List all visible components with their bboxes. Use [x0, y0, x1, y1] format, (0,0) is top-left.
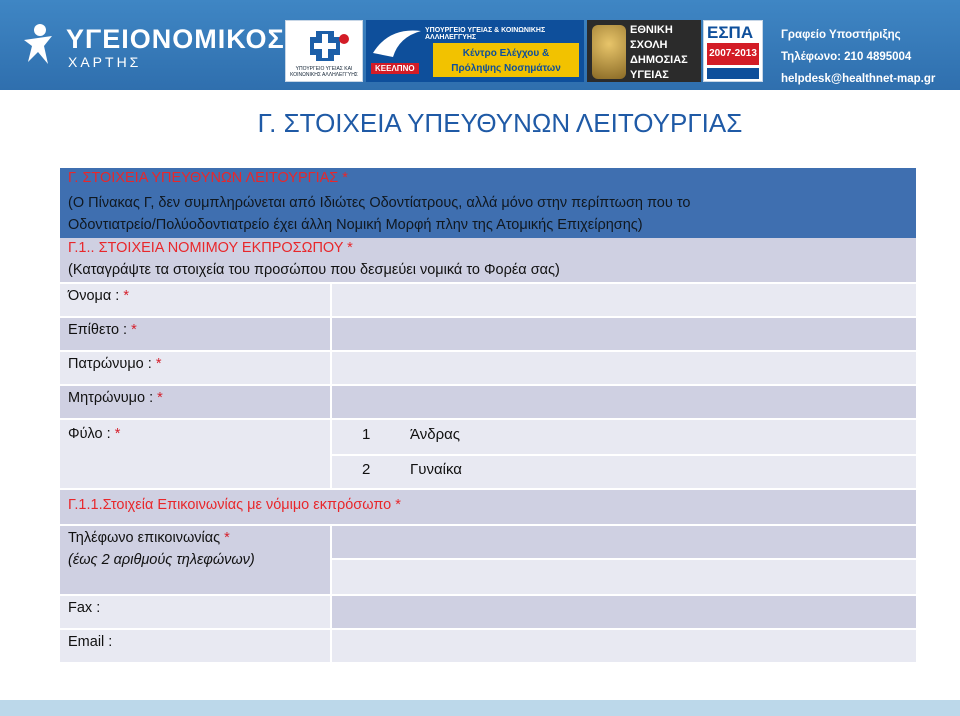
ministry-logo[interactable]	[285, 20, 363, 82]
gender-option-male[interactable]	[332, 420, 916, 454]
brand-name: ΥΓΕΙΟΝΟΜΙΚΟΣ	[66, 24, 285, 54]
father-name-label	[68, 356, 162, 372]
fax-label: Fax :	[68, 600, 101, 616]
gender-option-female[interactable]	[332, 456, 916, 488]
subsection-header	[60, 238, 916, 282]
keelpno-ministry: ΥΠΟΥΡΓΕΙΟ ΥΓΕΙΑΣ & ΚΟΙΝΩΝΙΚΗΣ ΑΛΛΗΛΕΓΓΥΗΣ	[425, 27, 546, 41]
brand-logo[interactable]	[8, 12, 285, 76]
brand-subtitle: ΧΑΡΤΗΣ	[68, 54, 142, 70]
email-row	[60, 630, 916, 662]
support-title: Γραφείο Υποστήριξης	[781, 29, 901, 41]
email-label: Email :	[68, 634, 113, 650]
mother-name-label	[68, 390, 163, 406]
medical-cross-icon	[286, 25, 364, 65]
phone-row	[60, 526, 916, 594]
keelpno-logo[interactable]	[366, 20, 584, 82]
subsection-note: (Καταγράψτε τα στοιχεία του προσώπου που δεσμεύει νομικά το Φορέα σας)	[68, 262, 560, 278]
eu-flag-icon	[707, 68, 759, 79]
esdy-logo[interactable]	[587, 20, 701, 82]
first-name-input[interactable]	[330, 284, 916, 316]
representative-form	[60, 168, 916, 662]
support-phone: Τηλέφωνο: 210 4895004	[781, 51, 912, 63]
support-info	[781, 24, 935, 90]
contact-subsection-header	[60, 490, 916, 524]
espa-period: 2007-2013	[707, 43, 759, 65]
mother-name-label-text: Μητρώνυμο :	[68, 390, 154, 406]
last-name-row	[60, 318, 916, 350]
father-name-row	[60, 352, 916, 384]
required-mark: *	[114, 426, 121, 442]
footer-bar	[0, 700, 960, 716]
gender-code: 1	[362, 426, 371, 443]
esdy-line: ΥΓΕΙΑΣ	[630, 69, 669, 81]
section-note-line2: Οδοντιατρείο/Πολύοδοντιατρείο έχει άλλη Νομική Μορφή πλην της Ατομικής Επιχείρησης)	[68, 217, 643, 233]
gender-code: 2	[362, 461, 371, 478]
mother-name-input[interactable]	[330, 386, 916, 418]
phone-input-2[interactable]	[330, 560, 916, 594]
required-mark: *	[157, 390, 163, 406]
gender-label-text: Φύλο :	[68, 426, 111, 442]
father-name-label-text: Πατρώνυμο :	[68, 356, 152, 372]
ministry-caption: ΥΠΟΥΡΓΕΙΟ ΥΓΕΙΑΣ ΚΑΙ ΚΟΙΝΩΝΙΚΗΣ ΑΛΛΗΛΕΓΓΥΗΣ	[290, 66, 358, 78]
espa-title: ΕΣΠΑ	[707, 23, 754, 42]
required-mark: *	[224, 530, 230, 546]
gender-label-male: Άνδρας	[410, 426, 461, 443]
phone-note: (έως 2 αριθμούς τηλεφώνων)	[68, 552, 255, 568]
statue-icon	[592, 25, 626, 79]
phone-input-1[interactable]	[330, 526, 916, 558]
person-icon	[18, 22, 58, 66]
section-note-line1: (Ο Πίνακας Γ, δεν συμπληρώνεται από Ιδιώτες Οδοντίατρους, αλλά μόνο στην περίπτωση που το	[68, 195, 691, 211]
page-title: Γ. ΣΤΟΙΧΕΙΑ ΥΠΕΥΘΥΝΩΝ ΛΕΙΤΟΥΡΓΙΑΣ	[257, 108, 743, 138]
bird-icon	[369, 23, 425, 63]
section-header	[60, 168, 916, 238]
first-name-label-text: Όνομα :	[68, 288, 120, 304]
gender-label-female: Γυναίκα	[410, 461, 462, 478]
keelpno-tagline-line2: Πρόληψης Νοσημάτων	[451, 63, 561, 74]
support-email[interactable]: helpdesk@healthnet-map.gr	[781, 73, 936, 85]
section-title: Γ. ΣΤΟΙΧΕΙΑ ΥΠΕΥΘΥΝΩΝ ΛΕΙΤΟΥΡΓΙΑΣ *	[68, 170, 348, 186]
required-mark: *	[123, 288, 130, 304]
subsection-title: Γ.1.. ΣΤΟΙΧΕΙΑ ΝΟΜΙΜΟΥ ΕΚΠΡΟΣΩΠΟΥ *	[68, 240, 353, 256]
keelpno-name: ΚΕΕΛΠΝΟ	[371, 63, 419, 74]
email-input[interactable]	[330, 630, 916, 662]
esdy-line: ΣΧΟΛΗ	[630, 39, 668, 51]
first-name-row	[60, 284, 916, 316]
fax-input[interactable]	[330, 596, 916, 628]
gender-row	[60, 420, 916, 488]
first-name-label	[68, 288, 129, 304]
gender-label	[68, 426, 120, 442]
last-name-label-text: Επίθετο :	[68, 322, 128, 338]
father-name-input[interactable]	[330, 352, 916, 384]
required-mark: *	[155, 356, 162, 372]
esdy-line: ΔΗΜΟΣΙΑΣ	[630, 54, 688, 66]
header-banner	[0, 0, 960, 90]
last-name-label	[68, 322, 137, 338]
contact-subsection-title: Γ.1.1.Στοιχεία Επικοινωνίας με νόμιμο εκπρόσωπο *	[68, 497, 401, 513]
keelpno-tagline	[433, 43, 579, 77]
phone-label	[68, 530, 230, 546]
last-name-input[interactable]	[330, 318, 916, 350]
espa-logo[interactable]	[703, 20, 763, 82]
esdy-name	[630, 23, 688, 83]
esdy-line: ΕΘΝΙΚΗ	[630, 24, 673, 36]
phone-label-text: Τηλέφωνο επικοινωνίας	[68, 530, 221, 546]
required-mark: *	[131, 322, 137, 338]
fax-row	[60, 596, 916, 628]
mother-name-row	[60, 386, 916, 418]
keelpno-tagline-line1: Κέντρο Ελέγχου &	[462, 48, 550, 59]
